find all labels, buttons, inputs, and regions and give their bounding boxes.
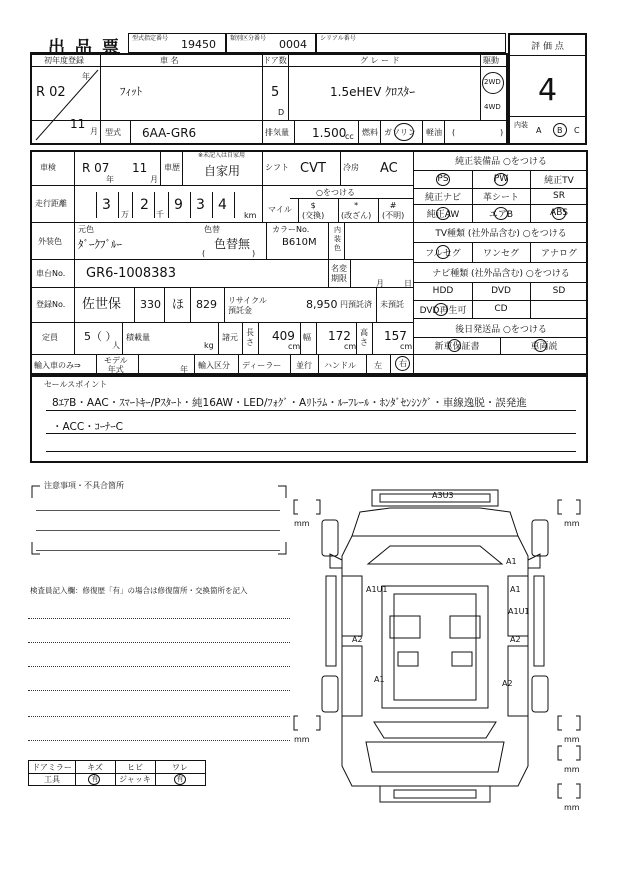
width-unit: cm xyxy=(344,342,357,351)
orig-color-label: 元色 xyxy=(78,225,94,234)
drive-2wd[interactable]: 2WD xyxy=(484,78,501,86)
orig-color-value: ﾀﾞｰｸﾌﾞﾙｰ xyxy=(78,238,122,251)
category-label: 類別区分番号 xyxy=(230,35,267,42)
acc-jack-present[interactable]: 有 xyxy=(176,775,184,783)
score-value: 4 xyxy=(537,72,558,108)
ac-label: 冷房 xyxy=(343,163,359,172)
height-label: 高 さ xyxy=(360,328,368,347)
inspection-month: 11 xyxy=(132,161,148,175)
mm-label-3: mm xyxy=(294,735,310,744)
equip-navi[interactable]: 純正ナビ xyxy=(424,192,461,203)
acc-crack: ヒビ xyxy=(127,762,143,772)
mark-right-mid-1: A1U1 xyxy=(508,607,530,616)
type-value: 6AA-GR6 xyxy=(142,126,197,140)
import-label: 輸入車のみ⇒ xyxy=(34,361,81,370)
import-parallel[interactable]: 並行 xyxy=(296,361,312,370)
history-label: 車歴 xyxy=(164,163,180,172)
capacity-value: 5（ ） xyxy=(84,330,117,343)
cc-unit: cc xyxy=(345,132,354,141)
paren-close: ) xyxy=(252,249,256,258)
mileage-digit-3: 9 xyxy=(174,197,183,213)
repaint-value: 色替無 xyxy=(214,237,251,251)
name-change-day: 日 xyxy=(404,279,412,288)
mileage-label: 走行距離 xyxy=(35,199,67,208)
tv-title: TV種類 (社外品含む) ○をつける xyxy=(435,228,567,239)
displacement-label: 排気量 xyxy=(265,128,289,137)
capacity-label: 定員 xyxy=(42,333,58,342)
score-box xyxy=(508,33,587,145)
sales-point-block xyxy=(30,375,588,463)
length-value: 409 xyxy=(272,329,295,343)
equip-pw[interactable]: PW xyxy=(493,174,509,184)
first-reg-label: 初年度登録 xyxy=(44,56,84,65)
import-dealer[interactable]: ディーラー xyxy=(242,361,282,370)
tv-oneseg[interactable]: ワンセグ xyxy=(482,248,519,259)
mark-front: A3U3 xyxy=(432,491,454,500)
car-name-label: 車 名 xyxy=(160,56,179,65)
width-label: 幅 xyxy=(303,333,311,342)
shift-value: CVT xyxy=(300,161,326,176)
inspection-month-unit: 月 xyxy=(150,175,158,184)
drive-label: 駆動 xyxy=(483,56,499,65)
interior-a[interactable]: A xyxy=(536,126,542,135)
score-label: 評 価 点 xyxy=(510,35,585,56)
reg-kana: ほ xyxy=(172,297,185,311)
acc-mirror: ドアミラー xyxy=(32,762,72,772)
chassis-value: GR6-1008383 xyxy=(86,266,176,281)
reg-label: 登録No. xyxy=(36,300,66,309)
fuel-gasoline[interactable]: ガソリン xyxy=(384,128,416,137)
length-unit: cm xyxy=(288,342,301,351)
acc-tools: 工具 xyxy=(44,774,60,784)
car-damage-diagram xyxy=(290,476,590,816)
model-spec-value: 19450 xyxy=(181,38,216,51)
mileage-digit-1: 3 xyxy=(102,197,111,213)
paren-open: ( xyxy=(202,249,206,258)
navi-dvd[interactable]: DVD xyxy=(491,286,511,296)
recycle-label: リサイクル 預託金 xyxy=(228,296,267,315)
reg-class: 330 xyxy=(140,298,161,311)
acc-break: ワレ xyxy=(172,762,188,772)
docs-warranty[interactable]: 新車保証書 xyxy=(434,342,480,352)
width-value: 172 xyxy=(328,329,351,343)
sales-point-label: セールスポイント xyxy=(44,380,108,389)
mile-option[interactable]: マイル xyxy=(268,205,292,214)
mileage-circle-note: ○をつける xyxy=(316,188,355,197)
mark-right-front-2: A1 xyxy=(510,585,521,594)
name-change-label: 名変 期限 xyxy=(331,264,347,283)
equip-aw[interactable]: 純正AW xyxy=(426,209,460,220)
handle-right[interactable]: 右 xyxy=(399,359,407,368)
equip-leather[interactable]: 革シート xyxy=(482,192,519,203)
unknown-option[interactable]: # (不明) xyxy=(382,201,405,220)
name-change-month: 月 xyxy=(376,279,384,288)
repaint-label: 色替 xyxy=(204,225,220,234)
mark-left-front: A1U1 xyxy=(366,585,388,594)
model-spec-label: 型式指定番号 xyxy=(132,35,169,42)
displacement-value: 1.500 xyxy=(312,126,347,140)
first-reg-year: R 02 xyxy=(36,85,66,100)
ac-value: AC xyxy=(380,161,398,176)
docs-title: 後日発送品 ○をつける xyxy=(455,324,547,335)
acc-scratch: キズ xyxy=(87,762,103,772)
recycle-paid[interactable]: 円預託済 xyxy=(340,300,372,309)
mark-left-rear: A1 xyxy=(374,675,385,684)
load-label: 積載量 xyxy=(126,333,150,342)
tv-analog[interactable]: アナログ xyxy=(540,248,577,259)
month-unit: 月 xyxy=(90,127,98,136)
category-box xyxy=(226,33,316,53)
interior-c[interactable]: C xyxy=(574,126,580,135)
sen-unit: 千 xyxy=(156,210,164,219)
km-unit: km xyxy=(244,211,257,220)
navi-sd[interactable]: SD xyxy=(552,286,566,296)
handle-label: ハンドル xyxy=(324,361,356,370)
acc-tools-present[interactable]: 有 xyxy=(91,775,99,783)
kg-unit: kg xyxy=(204,341,214,350)
notes-title: 注意事項・不具合箇所 xyxy=(44,481,124,490)
interior-label: 内装 xyxy=(514,121,528,129)
interior-b[interactable]: B xyxy=(557,126,563,135)
drive-4wd[interactable]: 4WD xyxy=(484,103,501,111)
fuel-label: 燃料 xyxy=(362,128,378,137)
color-label: 外装色 xyxy=(38,237,62,246)
history-note: ※未記入は自家用 xyxy=(198,152,246,159)
import-type-label: 輸入区分 xyxy=(198,361,230,370)
page-title: 出 品 票 xyxy=(48,38,121,58)
mm-label-1: mm xyxy=(294,519,310,528)
car-name-value: ﾌｨｯﾄ xyxy=(120,85,142,98)
inspection-label: 車検 xyxy=(40,163,56,172)
recycle-value: 8,950 xyxy=(306,298,338,311)
navi-hdd[interactable]: HDD xyxy=(432,286,454,296)
height-value: 157 xyxy=(384,329,407,343)
dims-label: 諸元 xyxy=(222,333,238,342)
acc-jack: ジャッキ xyxy=(119,774,151,784)
equip-sr[interactable]: SR xyxy=(553,191,565,201)
person-unit: 人 xyxy=(112,341,120,350)
inspector-label: 検査員記入欄：修復歴「有」の場合は修復箇所・交換箇所を記入 xyxy=(30,586,248,595)
equipment-title: 純正装備品 ○をつける xyxy=(455,156,547,167)
history-value: 自家用 xyxy=(204,164,241,178)
category-value: 0004 xyxy=(279,38,307,51)
sales-point-line-2: ・ACC・ｺｰﾅｰC xyxy=(52,421,123,433)
fuel-diesel[interactable]: 軽油 xyxy=(426,128,442,137)
tampered-option[interactable]: * (改ざん) xyxy=(341,201,372,220)
grade-value: 1.5eHEV ｸﾛｽﾀｰ xyxy=(330,85,416,99)
doors-label: ドア数 xyxy=(263,56,287,65)
chassis-label: 車台No. xyxy=(36,269,66,278)
navi-dvd-play[interactable]: DVD再生可 xyxy=(419,305,467,316)
equip-tv[interactable]: 純正TV xyxy=(544,175,574,186)
tv-fullseg[interactable]: フルセグ xyxy=(425,248,461,259)
sales-point-line-1: 8ｴｱB・AAC・ｽﾏｰﾄｷｰ/Pｽﾀｰﾄ・純16AW・LED/ﾌｫｸﾞ・Aﾘﾄﾗﾑ・ﾙｰﾌﾚｰﾙ・ﾎﾝﾀﾞｾﾝｼﾝｸﾞ・車線逸脱・誤発進 xyxy=(52,397,527,409)
model-spec-box xyxy=(128,33,226,53)
grade-label: グ レ ー ド xyxy=(360,56,400,65)
exchange-option[interactable]: $ (交換) xyxy=(302,201,325,220)
equip-abs[interactable]: ABS xyxy=(550,208,568,218)
year-unit: 年 xyxy=(82,72,90,81)
inspection-year-unit: 年 xyxy=(106,175,114,184)
man-unit: 万 xyxy=(121,210,129,219)
mark-left-mid: A2 xyxy=(352,635,363,644)
mm-label-2: mm xyxy=(564,519,580,528)
mm-label-5: mm xyxy=(564,765,580,774)
recycle-unpaid[interactable]: 未預託 xyxy=(380,300,404,309)
shift-label: シフト xyxy=(265,163,289,172)
mm-label-4: mm xyxy=(564,735,580,744)
equip-airbag[interactable]: エアB xyxy=(488,209,514,220)
doors-value: 5 xyxy=(271,85,280,100)
color-no-value: B610M xyxy=(282,237,317,248)
mm-label-6: mm xyxy=(564,803,580,812)
equip-ps[interactable]: PS xyxy=(437,174,449,184)
navi-title: ナビ種類 (社外品含む) ○をつける xyxy=(432,268,570,279)
length-label: 長 さ xyxy=(246,328,254,347)
inspection-year: R 07 xyxy=(82,161,110,175)
mark-right-front-1: A1 xyxy=(506,557,517,566)
handle-left[interactable]: 左 xyxy=(374,361,382,370)
mark-right-rear: A2 xyxy=(502,679,513,688)
color-no-label: カラーNo. xyxy=(272,225,310,234)
height-unit: cm xyxy=(400,342,413,351)
type-label: 型式 xyxy=(105,128,121,137)
model-year-unit: 年 xyxy=(180,365,188,374)
first-reg-month: 11 xyxy=(70,117,86,131)
accessories-table xyxy=(28,760,206,786)
docs-manual[interactable]: 車両説 xyxy=(530,342,558,352)
interior-color-label: 内 装 色 xyxy=(334,226,341,252)
mileage-digit-4: 3 xyxy=(196,197,205,213)
doors-sub: D xyxy=(278,108,285,117)
serial-box xyxy=(316,33,506,53)
model-year-label: モデル 年式 xyxy=(104,356,128,374)
serial-label: シリアル番号 xyxy=(320,35,356,42)
navi-cd[interactable]: CD xyxy=(494,304,508,314)
mileage-digit-5: 4 xyxy=(218,197,227,213)
reg-num: 829 xyxy=(196,298,217,311)
mileage-digit-2: 2 xyxy=(140,197,149,213)
mark-right-mid-2: A2 xyxy=(510,635,521,644)
reg-place: 佐世保 xyxy=(82,297,122,312)
